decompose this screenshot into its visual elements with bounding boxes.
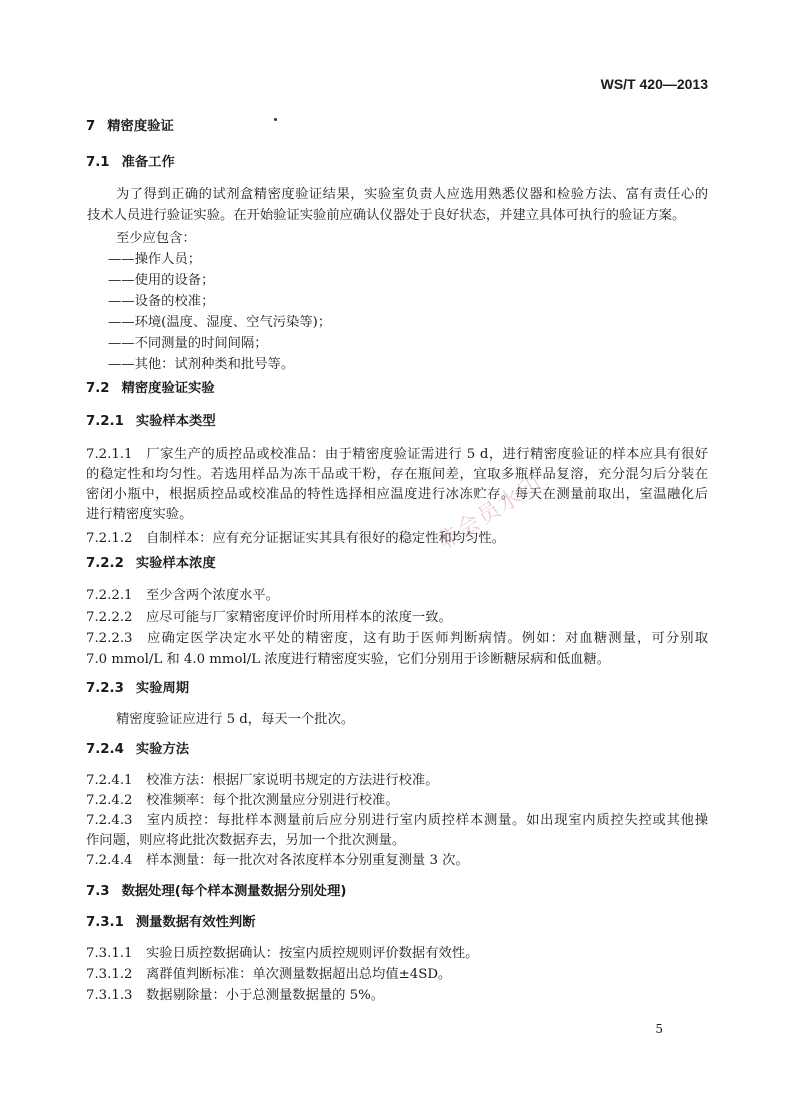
clause-text: 室内质控：每批样本测量前后应分别进行室内质控样本测量。如出现室内质控失控或其他操 <box>146 813 708 828</box>
clause-text: 自制样本：应有充分证据证实其具有很好的稳定性和均匀性。 <box>146 531 506 546</box>
section-7-3-heading <box>86 883 346 901</box>
section-number: 7.2.2 <box>86 556 124 571</box>
clause-number: 7.2.4.2 <box>86 793 133 808</box>
clause-text: 实验日质控数据确认：按室内质控规则评价数据有效性。 <box>146 946 479 961</box>
clause-7-2-4-2 <box>86 792 399 810</box>
paragraph-line: 为了得到正确的试剂盒精密度验证结果，实验室负责人应选用熟悉仪器和检验方法、富有责任心的 <box>116 187 708 202</box>
paragraph-line: 技术人员进行验证实验。在开始验证实验前应确认仪器处于良好状态，并建立具体可执行的验证方案。 <box>87 208 686 223</box>
paragraph-line: 密闭小瓶中，根据质控品或校准品的特性选择相应温度进行冰冻贮存。每天在测量前取出，室温融化后 <box>86 487 708 502</box>
section-number: 7.2.1 <box>86 414 124 429</box>
paragraph-line: 作问题，则应将此批次数据弃去，另加一个批次测量。 <box>86 833 406 848</box>
clause-7-3-1-1 <box>86 945 478 963</box>
section-title: 准备工作 <box>121 155 175 170</box>
clause-number: 7.2.2.1 <box>86 588 133 603</box>
clause-text: 样本测量：每一批次对各浓度样本分别重复测量 3 次。 <box>146 853 469 868</box>
section-7-2-2-heading <box>86 555 216 573</box>
section-number: 7.3.1 <box>86 915 124 930</box>
list-intro: 至少应包含： <box>116 231 196 246</box>
clause-7-2-2-2 <box>86 609 452 627</box>
section-title: 测量数据有效性判断 <box>135 915 256 930</box>
list-item: ——环境(温度、湿度、空气污染等)； <box>108 315 332 330</box>
section-number: 7.2 <box>86 381 110 396</box>
clause-number: 7.2.4.4 <box>86 853 133 868</box>
clause-7-3-1-3 <box>86 987 384 1005</box>
section-number: 7.2.3 <box>86 681 124 696</box>
standard-code: WS/T 420—2013 <box>600 76 708 92</box>
clause-number: 7.2.1.1 <box>86 447 133 462</box>
list-item: ——不同测量的时间间隔； <box>108 336 268 351</box>
paragraph-line: 的稳定性和均匀性。若选用样品为冻干品或干粉，存在瓶间差，宜取多瓶样品复溶，充分混匀后分装在 <box>86 467 708 482</box>
list-item: ——操作人员； <box>108 252 202 267</box>
section-7-1-heading <box>86 154 175 172</box>
section-7-3-1-heading <box>86 914 256 932</box>
section-7-2-1-heading <box>86 413 216 431</box>
page-number: 5 <box>655 1022 663 1036</box>
list-item: ——其他：试剂种类和批号等。 <box>108 357 295 372</box>
clause-number: 7.3.1.2 <box>86 967 133 982</box>
clause-7-2-4-3 <box>86 812 708 830</box>
section-7-heading <box>86 118 174 136</box>
clause-number: 7.2.1.2 <box>86 531 133 546</box>
paragraph-line: 精密度验证应进行 5 d，每天一个批次。 <box>116 712 355 727</box>
clause-7-3-1-2 <box>86 966 451 984</box>
clause-number: 7.2.4.3 <box>86 813 133 828</box>
section-number: 7.2.4 <box>86 742 124 757</box>
clause-text: 数据剔除量：小于总测量数据量的 5%。 <box>146 988 385 1003</box>
section-title: 精密度验证 <box>107 119 174 134</box>
paragraph-line: 进行精密度实验。 <box>86 507 193 522</box>
clause-text: 校准方法：根据厂家说明书规定的方法进行校准。 <box>146 773 439 788</box>
clause-number: 7.3.1.1 <box>86 946 133 961</box>
list-item: ——设备的校准； <box>108 294 215 309</box>
clause-number: 7.2.4.1 <box>86 773 133 788</box>
section-title: 数据处理(每个样本测量数据分别处理) <box>121 884 347 899</box>
section-title: 实验样本浓度 <box>135 556 216 571</box>
section-title: 精密度验证实验 <box>121 381 215 396</box>
section-title: 实验周期 <box>135 681 190 696</box>
clause-text: 校准频率：每个批次测量应分别进行校准。 <box>146 793 399 808</box>
section-title: 实验方法 <box>135 742 190 757</box>
section-number: 7.1 <box>86 155 110 170</box>
watermark-text: 非会员水印 <box>432 470 548 556</box>
clause-7-2-2-1 <box>86 587 279 605</box>
clause-number: 7.3.1.3 <box>86 988 133 1003</box>
section-7-2-3-heading <box>86 680 189 698</box>
clause-number: 7.2.2.2 <box>86 610 133 625</box>
clause-text: 至少含两个浓度水平。 <box>146 588 279 603</box>
section-7-2-4-heading <box>86 741 189 759</box>
clause-number: 7.2.2.3 <box>86 631 133 646</box>
clause-text: 厂家生产的质控品或校准品：由于精密度验证需进行 5 d，进行精密度验证的样本应具有很好 <box>146 447 708 462</box>
section-number: 7 <box>86 119 96 134</box>
section-title: 实验样本类型 <box>135 414 216 429</box>
paragraph-line: 7.0 mmol/L 和 4.0 mmol/L 浓度进行精密度实验，它们分别用于诊断糖尿病和低血糖。 <box>86 652 611 667</box>
clause-text: 应尽可能与厂家精密度评价时所用样本的浓度一致。 <box>146 610 452 625</box>
clause-text: 应确定医学决定水平处的精密度，这有助于医师判断病情。例如：对血糖测量，可分别取 <box>146 631 708 646</box>
clause-7-2-1-1 <box>86 446 708 464</box>
clause-7-2-4-1 <box>86 772 439 790</box>
scan-speck <box>274 118 277 121</box>
clause-text: 离群值判断标准：单次测量数据超出总均值±4SD。 <box>146 967 452 982</box>
section-number: 7.3 <box>86 884 110 899</box>
section-7-2-heading <box>86 380 215 398</box>
list-item: ——使用的设备； <box>108 273 215 288</box>
clause-7-2-4-4 <box>86 852 469 870</box>
clause-7-2-2-3 <box>86 630 708 648</box>
